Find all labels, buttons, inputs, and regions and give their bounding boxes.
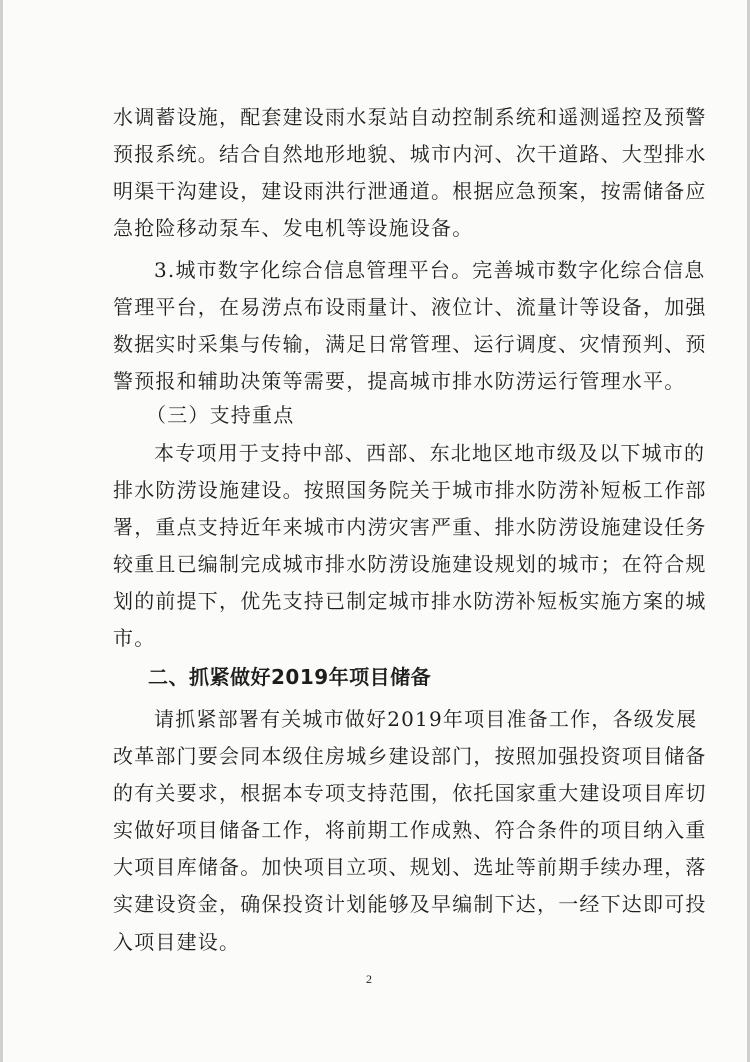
text-line: 入项目建设。 xyxy=(113,930,241,954)
text-line: 水调蓄设施，配套建设雨水泵站自动控制系统和遥测遥控及预警 xyxy=(113,105,707,129)
text-line: 管理平台，在易涝点布设雨量计、液位计、流量计等设备，加强 xyxy=(113,295,707,319)
text-line: 的有关要求，根据本专项支持范围，依托国家重大建设项目库切 xyxy=(113,781,707,805)
text-line: 警预报和辅助决策等需要，提高城市排水防涝运行管理水平。 xyxy=(113,369,686,393)
text-line: 较重且已编制完成城市排水防涝设施建设规划的城市；在符合规 xyxy=(113,552,707,576)
text-line: 请抓紧部署有关城市做好2019年项目准备工作，各级发展 xyxy=(154,707,698,731)
text-line: 本专项用于支持中部、西部、东北地区地市级及以下城市的 xyxy=(154,441,706,465)
text-line: 数据实时采集与传输，满足日常管理、运行调度、灾情预判、预 xyxy=(113,332,707,356)
text-line: 明渠干沟建设，建设雨洪行泄通道。根据应急预案，按需储备应 xyxy=(113,179,707,203)
scan-edge-left xyxy=(0,0,3,1062)
text-line: 实建设资金，确保投资计划能够及早编制下达，一经下达即可投 xyxy=(113,892,707,916)
text-line: 划的前提下，优先支持已制定城市排水防涝补短板实施方案的城 xyxy=(113,589,707,613)
section-heading: （三）支持重点 xyxy=(146,403,295,427)
text-line: 3.城市数字化综合信息管理平台。完善城市数字化综合信息 xyxy=(154,258,706,282)
text-line: 急抢险移动泵车、发电机等设施设备。 xyxy=(113,216,474,240)
section-heading: 二、抓紧做好2019年项目储备 xyxy=(148,665,432,689)
text-line: 排水防涝设施建设。按照国务院关于城市排水防涝补短板工作部 xyxy=(113,478,707,502)
text-line: 署，重点支持近年来城市内涝灾害严重、排水防涝设施建设任务 xyxy=(113,515,707,539)
text-line: 改革部门要会同本级住房城乡建设部门，按照加强投资项目储备 xyxy=(113,744,707,768)
page-number: 2 xyxy=(366,972,372,986)
text-line: 大项目库储备。加快项目立项、规划、选址等前期手续办理，落 xyxy=(113,855,707,879)
text-line: 市。 xyxy=(113,626,156,650)
text-line: 实做好项目储备工作，将前期工作成熟、符合条件的项目纳入重 xyxy=(113,818,707,842)
text-line: 预报系统。结合自然地形地貌、城市内河、次干道路、大型排水 xyxy=(113,142,707,166)
